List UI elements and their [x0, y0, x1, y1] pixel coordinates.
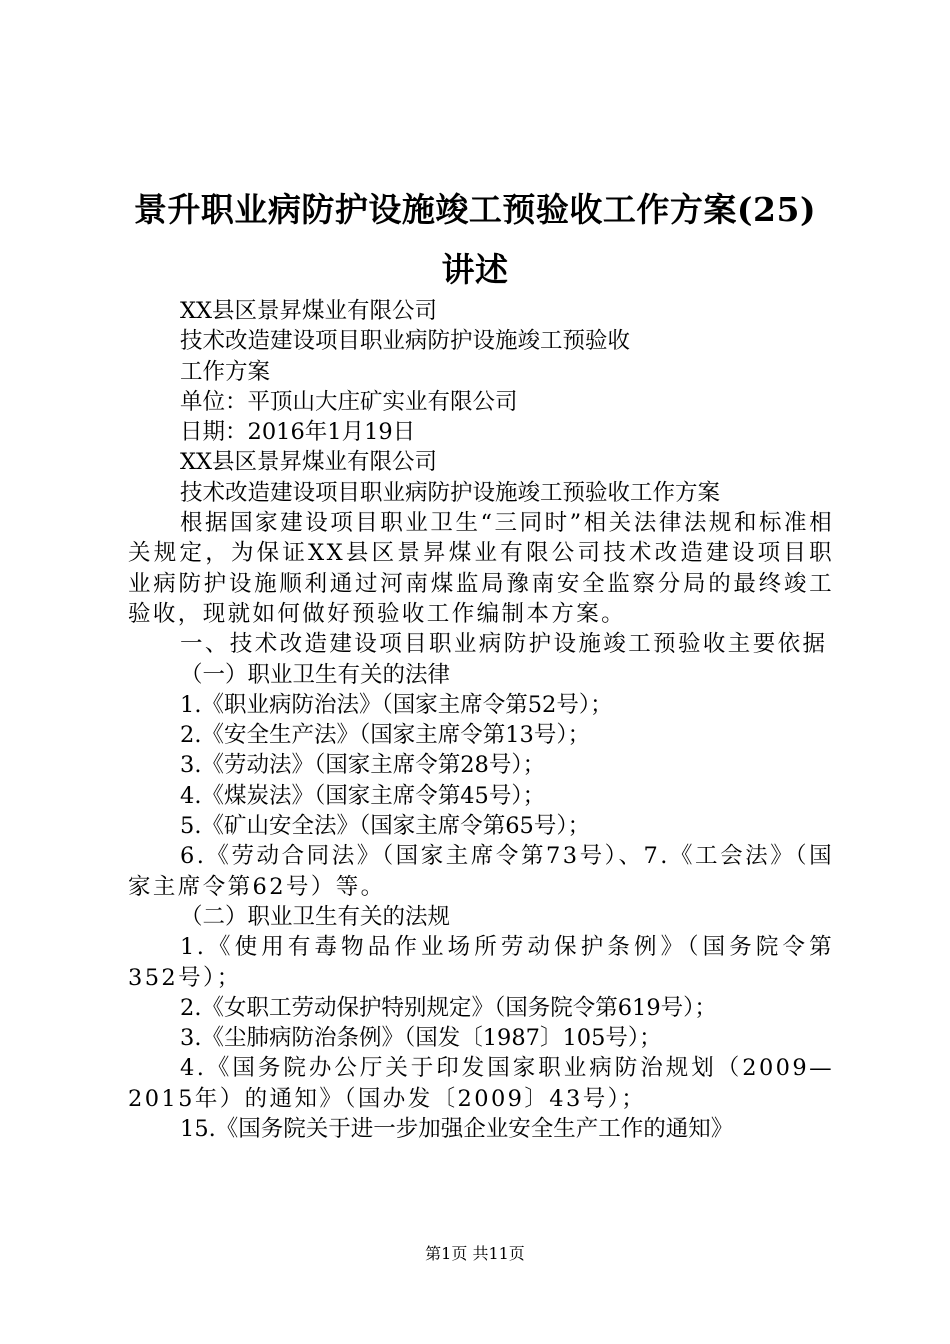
- section-1-heading: 一、技术改造建设项目职业病防护设施竣工预验收主要依据: [180, 631, 828, 658]
- law-item: 5.《矿山安全法》（国家主席令第65号）；: [180, 813, 591, 840]
- subsection-regulations-heading: （二）职业卫生有关的法规: [180, 903, 451, 930]
- date-line: 日期：2016年1月19日: [180, 419, 416, 446]
- company-name: XX县区景昇煤业有限公司: [180, 298, 438, 324]
- subsection-laws-heading: （一）职业卫生有关的法律: [180, 661, 451, 688]
- regulation-item: 3.《尘肺病防治条例》（国发〔1987〕105号）；: [180, 1025, 662, 1052]
- law-item: 4.《煤炭法》（国家主席令第45号）；: [180, 782, 546, 809]
- document-title-line-2: 讲述: [441, 250, 509, 289]
- regulation-item: 4.《国务院办公厅关于印发国家职业病防治规划（2009—2015年）的通知》（国办发〔2009〕43号）；: [128, 1055, 834, 1112]
- law-item: 1.《职业病防治法》（国家主席令第52号）；: [180, 691, 613, 718]
- page-footer: 第1页 共11页: [425, 1244, 525, 1263]
- regulation-item: 1.《使用有毒物品作业场所劳动保护条例》（国务院令第352号）；: [128, 934, 834, 991]
- regulation-item: 15.《国务院关于进一步加强企业安全生产工作的通知》: [180, 1116, 734, 1143]
- unit-line: 单位：平顶山大庄矿实业有限公司: [180, 388, 518, 415]
- law-item: 3.《劳动法》（国家主席令第28号）；: [180, 752, 546, 779]
- project-title-full: 技术改造建设项目职业病防护设施竣工预验收工作方案: [180, 479, 721, 506]
- intro-paragraph: 根据国家建设项目职业卫生“三同时”相关法律法规和标准相关规定，为保证XX县区景昇煤业有限公司技术改造建设项目职业病防护设施顺利通过河南煤监局豫南安全监察分局的最终竣工验收，现就如何做好预验收工作编制本方案。: [128, 510, 834, 627]
- law-item: 2.《安全生产法》（国家主席令第13号）；: [180, 722, 591, 749]
- company-name-repeat: XX县区景昇煤业有限公司: [180, 449, 438, 476]
- regulation-item: 2.《女职工劳动保护特别规定》（国务院令第619号）；: [180, 994, 717, 1021]
- law-item-6-7: 6.《劳动合同法》（国家主席令第73号）、7.《工会法》（国家主席令第62号）等。: [128, 843, 834, 900]
- project-title-part-1: 技术改造建设项目职业病防护设施竣工预验收: [180, 328, 631, 355]
- document-title-line-1: 景升职业病防护设施竣工预验收工作方案(25): [133, 190, 817, 229]
- document-body: [128, 296, 834, 1144]
- project-title-part-2: 工作方案: [180, 358, 271, 385]
